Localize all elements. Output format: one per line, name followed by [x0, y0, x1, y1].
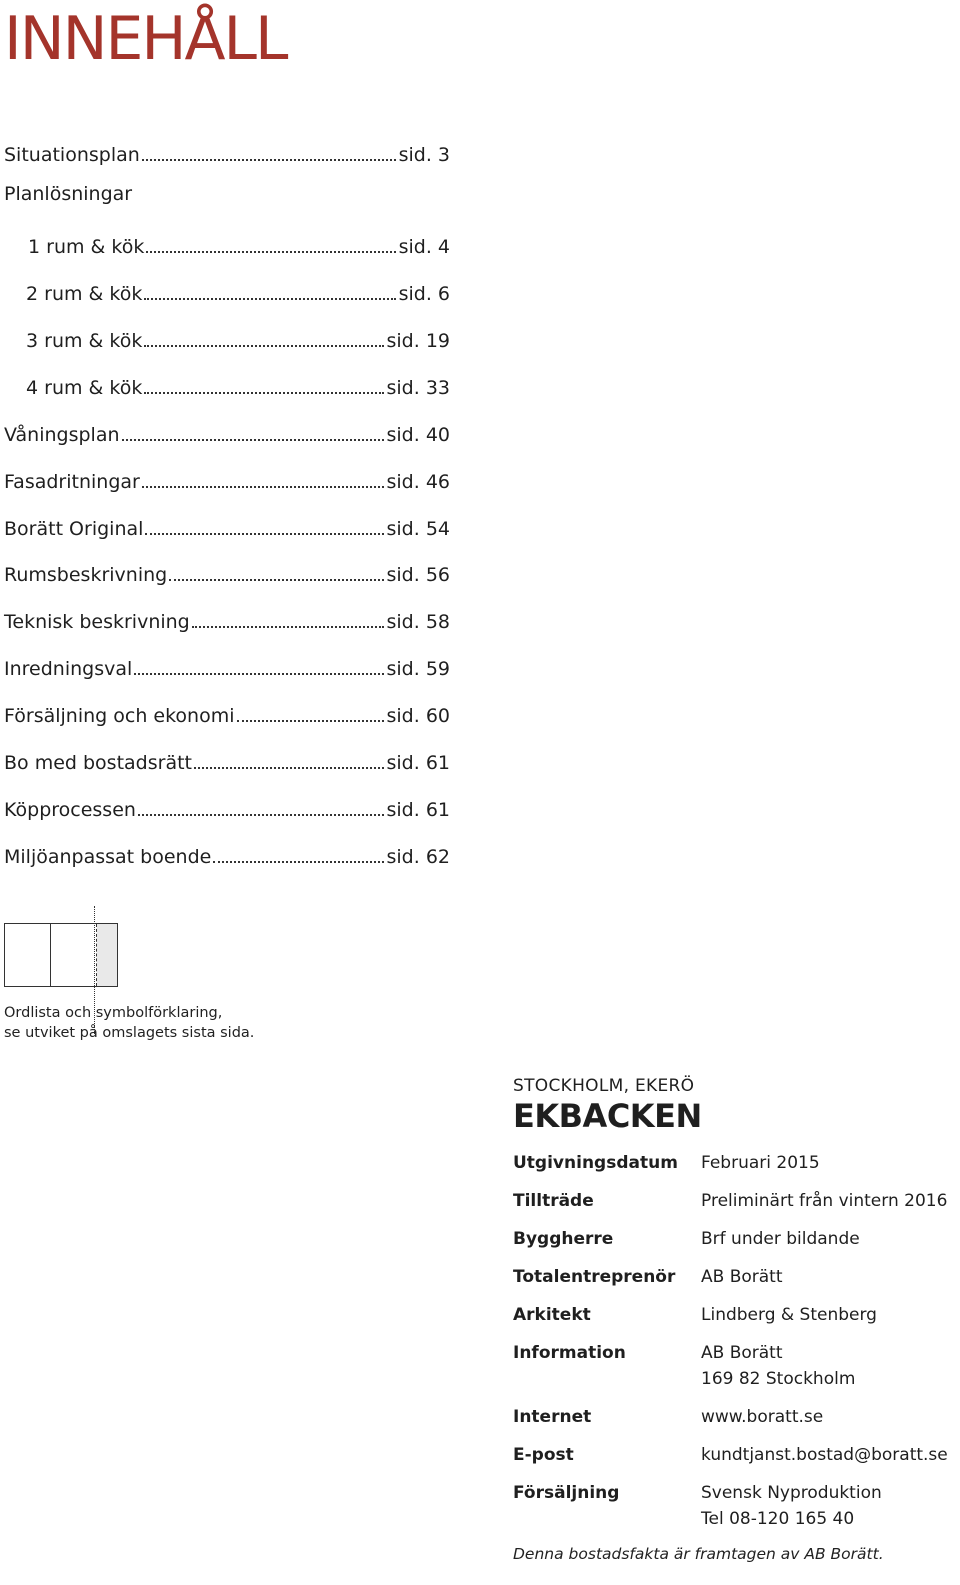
fact-value[interactable] [701, 1442, 948, 1468]
fact-value-line: Februari 2015 [701, 1153, 820, 1173]
toc-dot-leader [192, 626, 384, 628]
toc-dot-leader [169, 579, 383, 581]
toc-dot-leader [142, 159, 396, 161]
fact-key: Internet [513, 1407, 592, 1427]
toc-dot-leader [134, 673, 383, 675]
glossary-note-line: se utviket på omslagets sista sida. [4, 1025, 255, 1041]
fold-panel [51, 924, 97, 986]
fact-value [701, 1264, 783, 1290]
toc-label: Våningsplan [4, 424, 120, 446]
toc-dot-leader [194, 767, 384, 769]
project-header [513, 1075, 953, 1135]
toc-item-miljoanpassat-boende[interactable] [4, 840, 450, 868]
fact-value [701, 1480, 882, 1532]
toc-dot-leader [138, 814, 384, 816]
fact-key: Tillträde [513, 1191, 594, 1211]
toc-label: Miljöanpassat boende [4, 846, 212, 868]
toc-dot-leader [122, 439, 384, 441]
email-link[interactable]: kundtjanst.bostad@boratt.se [701, 1445, 948, 1465]
fact-value [701, 1150, 820, 1176]
toc-item-4-rum[interactable] [26, 371, 450, 399]
toc-label: 1 rum & kök [28, 236, 145, 258]
toc-page: sid. 59 [386, 658, 450, 680]
fold-out-symbol [4, 923, 118, 987]
glossary-note-line: Ordlista och symbolförklaring, [4, 1005, 223, 1021]
fact-value-line: Preliminärt från vintern 2016 [701, 1191, 948, 1211]
fact-value [701, 1340, 855, 1392]
toc-page: sid. 56 [386, 564, 450, 586]
website-link[interactable]: www.boratt.se [701, 1407, 824, 1427]
toc-page: sid. 40 [386, 424, 450, 446]
toc-label: Försäljning och ekonomi [4, 705, 235, 727]
glossary-note [4, 1003, 324, 1043]
toc-dot-leader [237, 720, 384, 722]
toc-item-boratt-original[interactable] [4, 512, 450, 540]
fact-value[interactable] [701, 1404, 823, 1430]
toc-label: Inredningsval [4, 658, 133, 680]
fact-value [701, 1188, 947, 1214]
fact-value-line: 169 82 Stockholm [701, 1369, 856, 1389]
toc-page: sid. 6 [398, 283, 450, 305]
fact-value-line: AB Borätt [701, 1267, 783, 1287]
toc-label: Teknisk beskrivning [4, 611, 190, 633]
toc-label: Bo med bostadsrätt [4, 752, 192, 774]
toc-item-situationsplan[interactable] [4, 138, 450, 166]
toc-item-bo-med-bostadsratt[interactable] [4, 746, 450, 774]
toc-dot-leader [142, 486, 384, 488]
toc-label: 2 rum & kök [26, 283, 143, 305]
toc-item-forsaljning-ekonomi[interactable] [4, 699, 450, 727]
fact-value [701, 1302, 877, 1328]
footnote: Denna bostadsfakta är framtagen av AB Borätt. [513, 1545, 884, 1563]
fact-value-line: Svensk Nyproduktion [701, 1483, 882, 1503]
toc-page: sid. 60 [386, 705, 450, 727]
toc-label: 3 rum & kök [26, 330, 143, 352]
toc-label: Köpprocessen [4, 799, 136, 821]
toc-dot-leader [145, 533, 383, 535]
toc-item-vaningsplan[interactable] [4, 418, 450, 446]
fact-key: Information [513, 1343, 626, 1363]
fact-value [701, 1226, 860, 1252]
toc-page: sid. 33 [386, 377, 450, 399]
toc-page: sid. 54 [386, 518, 450, 540]
toc-item-rumsbeskrivning[interactable] [4, 558, 450, 586]
fact-key: Byggherre [513, 1229, 614, 1249]
toc-item-3-rum[interactable] [26, 324, 450, 352]
toc-item-kopprocessen[interactable] [4, 793, 450, 821]
toc-page: sid. 58 [386, 611, 450, 633]
toc-page: sid. 46 [386, 471, 450, 493]
toc-label: 4 rum & kök [26, 377, 143, 399]
fact-key: Arkitekt [513, 1305, 591, 1325]
fact-value-line: Brf under bildande [701, 1229, 860, 1249]
toc-dot-leader [144, 298, 395, 300]
project-name: EKBACKEN [513, 1097, 702, 1135]
fact-key: Totalentreprenör [513, 1267, 676, 1287]
toc-page: sid. 19 [386, 330, 450, 352]
toc-dot-leader [146, 251, 395, 253]
fact-value-line: AB Borätt [701, 1343, 783, 1363]
toc-page: sid. 4 [398, 236, 450, 258]
page-title: INNEHÅLL [4, 4, 287, 74]
toc-dot-leader [213, 861, 383, 863]
toc-label: Situationsplan [4, 144, 140, 166]
toc-dot-leader [144, 392, 383, 394]
toc-label: Fasadritningar [4, 471, 140, 493]
fold-panel-shaded [97, 924, 117, 986]
toc-item-2-rum[interactable] [26, 277, 450, 305]
fact-key: Försäljning [513, 1483, 620, 1503]
toc-page: sid. 61 [386, 752, 450, 774]
fact-key: E-post [513, 1445, 574, 1465]
project-location: STOCKHOLM, EKERÖ [513, 1076, 695, 1096]
fact-value-line: Lindberg & Stenberg [701, 1305, 877, 1325]
toc-item-1-rum[interactable] [28, 230, 450, 258]
toc-item-inredningsval[interactable] [4, 652, 450, 680]
fold-panel [5, 924, 51, 986]
toc-page: sid. 62 [386, 846, 450, 868]
toc-label: Rumsbeskrivning [4, 564, 168, 586]
fact-key: Utgivningsdatum [513, 1153, 678, 1173]
toc-item-teknisk-beskrivning[interactable] [4, 605, 450, 633]
toc-page: sid. 3 [398, 144, 450, 166]
toc-page: sid. 61 [386, 799, 450, 821]
fact-value-line: Tel 08-120 165 40 [701, 1509, 855, 1529]
toc-item-fasadritningar[interactable] [4, 465, 450, 493]
toc-dot-leader [144, 345, 383, 347]
toc-label: Borätt Original [4, 518, 144, 540]
toc-heading-planlosningar: Planlösningar [4, 183, 133, 205]
